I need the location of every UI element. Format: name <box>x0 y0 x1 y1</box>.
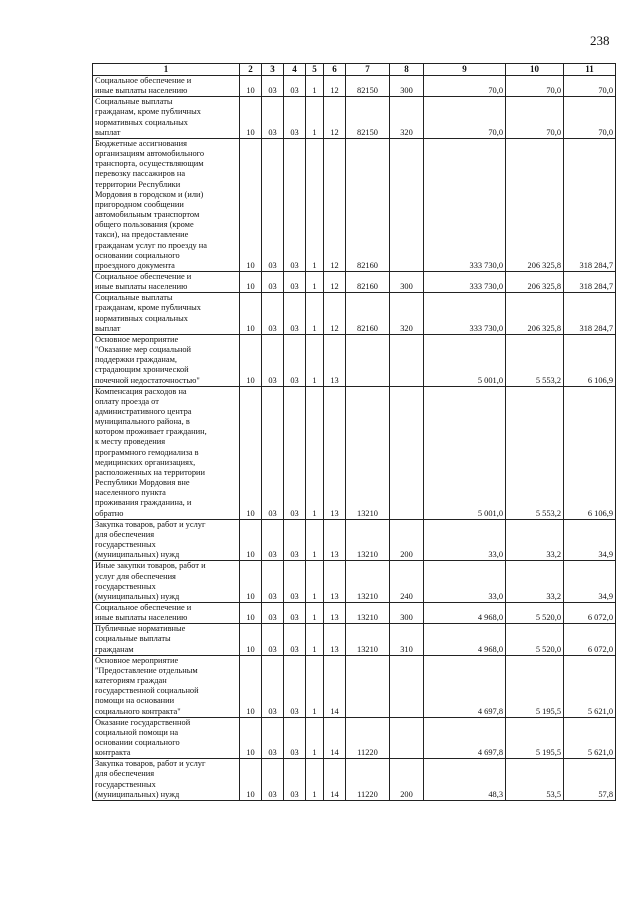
amount-cell: 48,3 <box>424 759 506 801</box>
row-description <box>93 386 240 519</box>
description-line: контракта <box>95 748 131 758</box>
code-cell: 1 <box>306 386 324 519</box>
table-row <box>93 138 616 271</box>
code-cell: 1 <box>306 624 324 655</box>
code-cell: 10 <box>240 561 262 603</box>
description-line: Бюджетные ассигнования <box>95 138 187 148</box>
description-line: основании социального <box>95 738 180 747</box>
code-cell: 1 <box>306 76 324 97</box>
code-cell <box>346 655 390 717</box>
column-header: 6 <box>324 64 346 76</box>
table-header-row <box>93 64 616 76</box>
description-line: Социальные выплаты <box>95 293 173 303</box>
code-cell: 10 <box>240 759 262 801</box>
code-cell <box>390 334 424 386</box>
amount-cell: 5 520,0 <box>506 624 564 655</box>
description-line: проживания гражданина, и <box>95 498 192 508</box>
code-cell <box>390 386 424 519</box>
description-line: гражданам <box>95 644 134 654</box>
description-line: услуг для обеспечения <box>95 571 176 581</box>
code-cell: 14 <box>324 717 346 759</box>
description-line: государственных <box>95 779 156 789</box>
code-cell: 03 <box>284 76 306 97</box>
code-cell: 11220 <box>346 717 390 759</box>
amount-cell: 5 195,5 <box>506 655 564 717</box>
table-row <box>93 271 616 292</box>
description-line: проездного документа <box>95 260 175 270</box>
description-line: Социальное обеспечение и <box>95 76 192 85</box>
amount-cell: 70,0 <box>564 97 616 139</box>
code-cell: 10 <box>240 334 262 386</box>
amount-cell: 318 284,7 <box>564 271 616 292</box>
table-row <box>93 602 616 623</box>
code-cell: 13 <box>324 602 346 623</box>
code-cell: 310 <box>390 624 424 655</box>
amount-cell: 70,0 <box>506 97 564 139</box>
description-line: иные выплаты населению <box>95 613 188 623</box>
description-line: Мордовия в городском и (или) <box>95 189 204 199</box>
amount-cell: 206 325,8 <box>506 271 564 292</box>
amount-cell: 53,5 <box>506 759 564 801</box>
table-body <box>93 64 616 801</box>
description-line: социального контракта" <box>95 706 181 716</box>
amount-cell: 6 106,9 <box>564 386 616 519</box>
code-cell: 13210 <box>346 386 390 519</box>
description-line: Иные закупки товаров, работ и <box>95 561 206 571</box>
description-line: общего пользования (кроме <box>95 220 194 230</box>
amount-cell: 5 621,0 <box>564 655 616 717</box>
description-line: Компенсация расходов на <box>95 386 187 396</box>
amount-cell: 318 284,7 <box>564 293 616 335</box>
code-cell: 10 <box>240 624 262 655</box>
description-line: почечной недостаточностью" <box>95 375 200 385</box>
code-cell: 1 <box>306 97 324 139</box>
column-header: 11 <box>564 64 616 76</box>
description-line: поддержки гражданам, <box>95 355 177 365</box>
table-row <box>93 655 616 717</box>
description-line: социальной помощи на <box>95 727 179 737</box>
amount-cell: 70,0 <box>564 76 616 97</box>
description-line: (муниципальных) нужд <box>95 789 180 799</box>
description-line: выплат <box>95 323 121 333</box>
amount-cell: 70,0 <box>424 76 506 97</box>
row-description <box>93 76 240 97</box>
description-line: расположенных на территории <box>95 467 206 477</box>
description-line: государственной социальной <box>95 686 199 696</box>
description-line: "Оказание мер социальной <box>95 345 192 355</box>
amount-cell: 34,9 <box>564 561 616 603</box>
column-header: 5 <box>306 64 324 76</box>
amount-cell: 4 968,0 <box>424 602 506 623</box>
amount-cell: 5 621,0 <box>564 717 616 759</box>
code-cell: 13 <box>324 519 346 561</box>
code-cell: 03 <box>284 386 306 519</box>
description-line: гражданам, кроме публичных <box>95 303 201 313</box>
code-cell: 03 <box>262 717 284 759</box>
code-cell: 13210 <box>346 602 390 623</box>
description-line: населенного пункта <box>95 488 166 498</box>
code-cell: 10 <box>240 138 262 271</box>
amount-cell: 5 520,0 <box>506 602 564 623</box>
description-line: для обеспечения <box>95 769 155 779</box>
amount-cell: 6 072,0 <box>564 602 616 623</box>
description-line: пригородном сообщении <box>95 199 184 209</box>
table-row <box>93 717 616 759</box>
code-cell: 11220 <box>346 759 390 801</box>
code-cell: 13210 <box>346 561 390 603</box>
description-line: медицинских организациях, <box>95 457 196 467</box>
code-cell: 13 <box>324 386 346 519</box>
code-cell: 13 <box>324 561 346 603</box>
column-header: 7 <box>346 64 390 76</box>
row-description <box>93 334 240 386</box>
description-line: территории Республики <box>95 179 181 189</box>
amount-cell: 4 968,0 <box>424 624 506 655</box>
code-cell <box>346 334 390 386</box>
code-cell: 03 <box>262 602 284 623</box>
amount-cell: 70,0 <box>424 97 506 139</box>
row-description <box>93 97 240 139</box>
row-description <box>93 602 240 623</box>
amount-cell: 206 325,8 <box>506 293 564 335</box>
description-line: гражданам, кроме публичных <box>95 107 201 117</box>
description-line: обратно <box>95 508 124 518</box>
code-cell: 300 <box>390 602 424 623</box>
description-line: выплат <box>95 127 121 137</box>
code-cell: 03 <box>284 561 306 603</box>
code-cell: 03 <box>262 138 284 271</box>
code-cell: 03 <box>284 334 306 386</box>
description-line: иные выплаты населению <box>95 282 188 292</box>
table-row <box>93 334 616 386</box>
description-line: транспорта, осуществляющим <box>95 159 204 169</box>
amount-cell: 33,2 <box>506 561 564 603</box>
code-cell: 10 <box>240 271 262 292</box>
amount-cell: 5 553,2 <box>506 334 564 386</box>
description-line: оплату проезда от <box>95 396 159 406</box>
description-line: организациям автомобильного <box>95 149 205 159</box>
code-cell <box>390 138 424 271</box>
code-cell: 10 <box>240 655 262 717</box>
code-cell: 03 <box>262 655 284 717</box>
description-line: социальные выплаты <box>95 634 171 644</box>
description-line: помощи на основании <box>95 696 175 706</box>
code-cell: 03 <box>262 271 284 292</box>
amount-cell: 6 072,0 <box>564 624 616 655</box>
code-cell: 03 <box>262 624 284 655</box>
amount-cell: 70,0 <box>506 76 564 97</box>
code-cell: 03 <box>284 97 306 139</box>
code-cell: 12 <box>324 271 346 292</box>
code-cell: 10 <box>240 519 262 561</box>
code-cell: 10 <box>240 717 262 759</box>
description-line: Основное мероприятие <box>95 655 179 665</box>
code-cell: 82160 <box>346 293 390 335</box>
code-cell: 03 <box>262 386 284 519</box>
code-cell: 12 <box>324 138 346 271</box>
amount-cell: 5 553,2 <box>506 386 564 519</box>
description-line: Оказание государственной <box>95 717 191 727</box>
code-cell: 13210 <box>346 519 390 561</box>
row-description <box>93 759 240 801</box>
row-description <box>93 717 240 759</box>
code-cell <box>390 655 424 717</box>
description-line: (муниципальных) нужд <box>95 550 180 560</box>
row-description <box>93 655 240 717</box>
amount-cell: 57,8 <box>564 759 616 801</box>
code-cell: 1 <box>306 717 324 759</box>
code-cell: 1 <box>306 519 324 561</box>
code-cell: 03 <box>284 602 306 623</box>
description-line: Социальные выплаты <box>95 97 173 107</box>
code-cell: 13 <box>324 624 346 655</box>
code-cell: 10 <box>240 293 262 335</box>
code-cell: 03 <box>284 624 306 655</box>
code-cell: 1 <box>306 561 324 603</box>
page-number: 238 <box>590 33 610 48</box>
description-line: административного центра <box>95 407 192 416</box>
description-line: к месту проведения <box>95 437 166 447</box>
code-cell: 82160 <box>346 271 390 292</box>
description-line: муниципального района, в <box>95 417 190 427</box>
table-row <box>93 519 616 561</box>
row-description <box>93 293 240 335</box>
amount-cell: 333 730,0 <box>424 271 506 292</box>
row-description <box>93 271 240 292</box>
amount-cell: 318 284,7 <box>564 138 616 271</box>
description-line: Публичные нормативные <box>95 624 186 634</box>
code-cell: 03 <box>262 519 284 561</box>
code-cell: 03 <box>284 759 306 801</box>
description-line: программного гемодиализа в <box>95 447 199 457</box>
column-header: 1 <box>93 64 240 76</box>
code-cell: 14 <box>324 655 346 717</box>
table-row <box>93 624 616 655</box>
description-line: Социальное обеспечение и <box>95 271 192 281</box>
code-cell: 300 <box>390 76 424 97</box>
code-cell: 03 <box>284 655 306 717</box>
code-cell: 1 <box>306 334 324 386</box>
table-row <box>93 293 616 335</box>
code-cell: 1 <box>306 138 324 271</box>
code-cell: 03 <box>262 334 284 386</box>
amount-cell: 33,2 <box>506 519 564 561</box>
code-cell: 320 <box>390 293 424 335</box>
code-cell: 300 <box>390 271 424 292</box>
column-header: 9 <box>424 64 506 76</box>
description-line: Социальное обеспечение и <box>95 602 192 612</box>
description-line: гражданам услуг по проезду на <box>95 240 207 250</box>
description-line: государственных <box>95 540 156 550</box>
code-cell: 12 <box>324 293 346 335</box>
description-line: котором проживает гражданин, <box>95 427 207 437</box>
code-cell: 03 <box>262 759 284 801</box>
code-cell: 1 <box>306 271 324 292</box>
row-description <box>93 624 240 655</box>
row-description <box>93 561 240 603</box>
code-cell: 1 <box>306 759 324 801</box>
description-line: Основное мероприятие <box>95 334 179 344</box>
amount-cell: 6 106,9 <box>564 334 616 386</box>
description-line: нормативных социальных <box>95 117 188 127</box>
amount-cell: 4 697,8 <box>424 655 506 717</box>
code-cell: 82150 <box>346 97 390 139</box>
row-description <box>93 138 240 271</box>
code-cell: 10 <box>240 76 262 97</box>
code-cell: 10 <box>240 97 262 139</box>
code-cell: 320 <box>390 97 424 139</box>
code-cell: 12 <box>324 97 346 139</box>
code-cell: 200 <box>390 519 424 561</box>
code-cell: 200 <box>390 759 424 801</box>
description-line: основании социального <box>95 250 180 260</box>
description-line: Закупка товаров, работ и услуг <box>95 759 206 769</box>
code-cell: 10 <box>240 602 262 623</box>
budget-table <box>92 63 616 801</box>
code-cell: 03 <box>284 271 306 292</box>
amount-cell: 333 730,0 <box>424 293 506 335</box>
description-line: "Предоставление отдельным <box>95 665 198 675</box>
description-line: нормативных социальных <box>95 313 188 323</box>
amount-cell: 5 195,5 <box>506 717 564 759</box>
code-cell: 13 <box>324 334 346 386</box>
code-cell: 14 <box>324 759 346 801</box>
column-header: 3 <box>262 64 284 76</box>
description-line: категориям граждан <box>95 676 167 686</box>
description-line: (муниципальных) нужд <box>95 591 180 601</box>
amount-cell: 33,0 <box>424 519 506 561</box>
description-line: страдающим хронической <box>95 365 189 375</box>
amount-cell: 5 001,0 <box>424 334 506 386</box>
amount-cell: 206 325,8 <box>506 138 564 271</box>
description-line: такси), на предоставление <box>95 230 189 240</box>
row-description <box>93 519 240 561</box>
code-cell: 13210 <box>346 624 390 655</box>
table-row <box>93 561 616 603</box>
amount-cell: 34,9 <box>564 519 616 561</box>
code-cell: 1 <box>306 293 324 335</box>
column-header: 10 <box>506 64 564 76</box>
description-line: Республики Мордовия вне <box>95 478 190 488</box>
description-line: Закупка товаров, работ и услуг <box>95 519 206 529</box>
description-line: автомобильным транспортом <box>95 210 200 220</box>
description-line: иные выплаты населению <box>95 86 188 96</box>
description-line: государственных <box>95 581 156 591</box>
code-cell: 03 <box>262 97 284 139</box>
column-header: 8 <box>390 64 424 76</box>
code-cell: 03 <box>284 519 306 561</box>
code-cell: 03 <box>262 293 284 335</box>
table-row <box>93 76 616 97</box>
code-cell: 1 <box>306 602 324 623</box>
amount-cell: 5 001,0 <box>424 386 506 519</box>
code-cell: 10 <box>240 386 262 519</box>
description-line: перевозку пассажиров на <box>95 169 186 179</box>
code-cell: 03 <box>284 293 306 335</box>
code-cell <box>390 717 424 759</box>
column-header: 4 <box>284 64 306 76</box>
amount-cell: 4 697,8 <box>424 717 506 759</box>
code-cell: 240 <box>390 561 424 603</box>
amount-cell: 33,0 <box>424 561 506 603</box>
description-line: для обеспечения <box>95 529 155 539</box>
code-cell: 1 <box>306 655 324 717</box>
code-cell: 82160 <box>346 138 390 271</box>
table-row <box>93 97 616 139</box>
code-cell: 82150 <box>346 76 390 97</box>
code-cell: 12 <box>324 76 346 97</box>
column-header: 2 <box>240 64 262 76</box>
code-cell: 03 <box>284 138 306 271</box>
code-cell: 03 <box>284 717 306 759</box>
table-row <box>93 759 616 801</box>
amount-cell: 333 730,0 <box>424 138 506 271</box>
code-cell: 03 <box>262 561 284 603</box>
table-row <box>93 386 616 519</box>
code-cell: 03 <box>262 76 284 97</box>
